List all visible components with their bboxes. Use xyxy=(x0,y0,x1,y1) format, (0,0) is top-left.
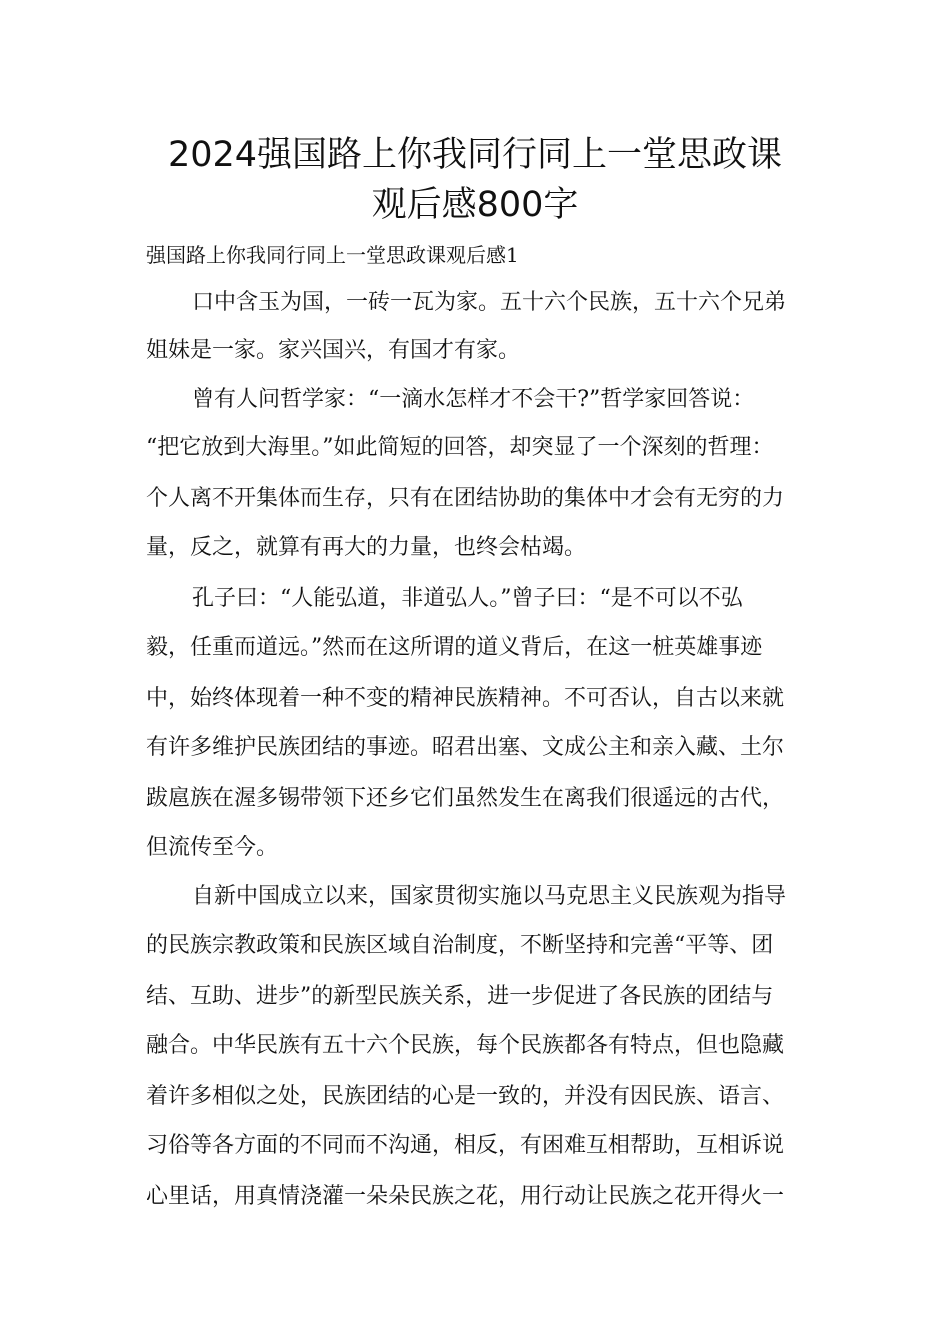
paragraph-line: 孔子曰：“人能弘道，非道弘人。”曾子曰：“是不可以不弘 xyxy=(192,586,743,611)
paragraph-line: 的民族宗教政策和民族区域自治制度，不断坚持和完善“平等、团 xyxy=(146,933,774,958)
paragraph-line: 结、互助、进步”的新型民族关系，进一步促进了各民族的团结与 xyxy=(146,984,774,1009)
paragraph-line: 但流传至今。 xyxy=(146,835,279,860)
paragraph-line: 毅，任重而道远。”然而在这所谓的道义背后，在这一桩英雄事迹 xyxy=(146,635,763,660)
paragraph-line: “把它放到大海里。”如此简短的回答，却突显了一个深刻的哲理： xyxy=(146,435,774,460)
paragraph-line: 心里话，用真情浇灌一朵朵民族之花，用行动让民族之花开得火一 xyxy=(146,1184,785,1209)
paragraph-line: 跋扈族在渥多锡带领下还乡它们虽然发生在离我们很遥远的古代， xyxy=(146,786,785,811)
paragraph-line: 习俗等各方面的不同而不沟通，相反，有困难互相帮助，互相诉说 xyxy=(146,1133,785,1158)
paragraph-line: 曾有人问哲学家：“一滴水怎样才不会干?”哲学家回答说： xyxy=(192,387,755,412)
paragraph-line: 口中含玉为国，一砖一瓦为家。五十六个民族，五十六个兄弟 xyxy=(192,290,787,315)
paragraph-line: 自新中国成立以来，国家贯彻实施以马克思主义民族观为指导 xyxy=(192,884,787,909)
document-title-line-1: 2024强国路上你我同行同上一堂思政课 xyxy=(167,135,783,175)
paragraph-line: 中，始终体现着一种不变的精神民族精神。不可否认，自古以来就 xyxy=(146,686,785,711)
paragraph-line: 着许多相似之处，民族团结的心是一致的，并没有因民族、语言、 xyxy=(146,1084,785,1109)
paragraph-line: 量，反之，就算有再大的力量，也终会枯竭。 xyxy=(146,535,587,560)
paragraph-line: 融合。中华民族有五十六个民族，每个民族都各有特点，但也隐藏 xyxy=(146,1033,785,1058)
paragraph-line: 个人离不开集体而生存，只有在团结协助的集体中才会有无穷的力 xyxy=(146,486,785,511)
paragraph-line: 姐妹是一家。家兴国兴，有国才有家。 xyxy=(146,338,521,363)
document-title-line-2: 观后感800字 xyxy=(371,185,579,225)
section-heading: 强国路上你我同行同上一堂思政课观后感1 xyxy=(146,243,519,267)
paragraph-line: 有许多维护民族团结的事迹。昭君出塞、文成公主和亲入藏、土尔 xyxy=(146,735,785,760)
